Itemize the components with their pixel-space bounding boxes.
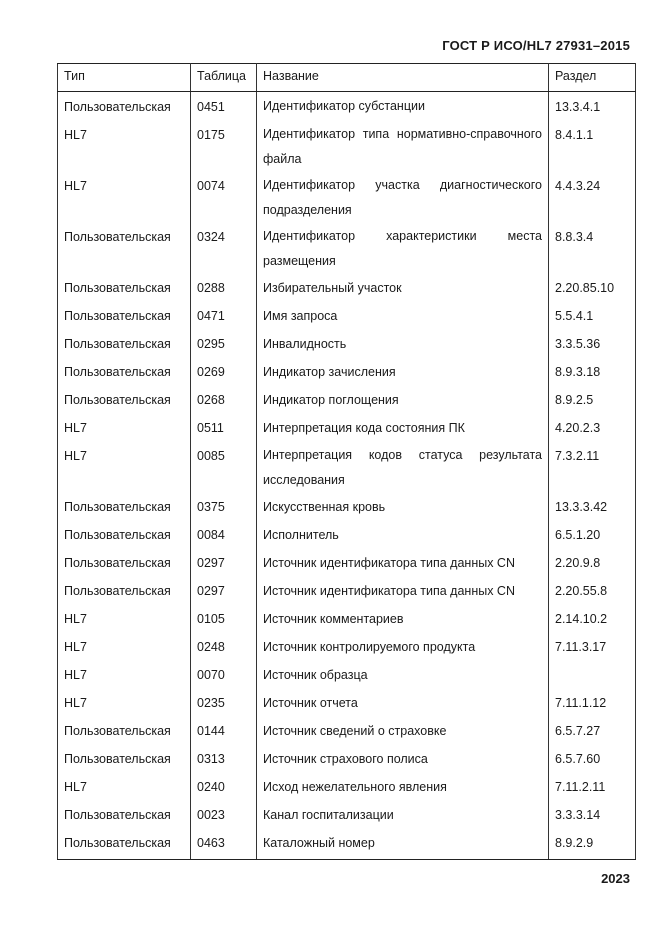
cell-type: Пользовательская (58, 829, 191, 860)
cell-name: Канал госпитализации (257, 801, 549, 829)
code-tables-index (57, 63, 635, 860)
table-row (58, 121, 636, 172)
cell-type: HL7 (58, 605, 191, 633)
cell-type: Пользовательская (58, 549, 191, 577)
cell-section: 2.20.9.8 (549, 549, 636, 577)
cell-name: Исход нежелательного явления (257, 773, 549, 801)
cell-section: 3.3.5.36 (549, 330, 636, 358)
cell-table-number: 0268 (191, 386, 257, 414)
cell-type: Пользовательская (58, 717, 191, 745)
cell-section: 6.5.7.27 (549, 717, 636, 745)
cell-table-number: 0074 (191, 172, 257, 223)
cell-type: Пользовательская (58, 358, 191, 386)
cell-section: 7.11.1.12 (549, 689, 636, 717)
cell-type: Пользовательская (58, 521, 191, 549)
cell-type: Пользовательская (58, 801, 191, 829)
table-row (58, 223, 636, 274)
cell-table-number: 0235 (191, 689, 257, 717)
column-header-table: Таблица (191, 64, 257, 92)
cell-section: 8.4.1.1 (549, 121, 636, 172)
cell-type: HL7 (58, 773, 191, 801)
cell-type: Пользовательская (58, 745, 191, 773)
cell-type: Пользовательская (58, 386, 191, 414)
cell-section: 2.20.55.8 (549, 577, 636, 605)
cell-name: Индикатор поглощения (257, 386, 549, 414)
table-row (58, 386, 636, 414)
cell-table-number: 0240 (191, 773, 257, 801)
table-row (58, 549, 636, 577)
table-row (58, 717, 636, 745)
cell-section: 7.11.2.11 (549, 773, 636, 801)
cell-table-number: 0324 (191, 223, 257, 274)
cell-name: Идентификатор участка диагностического подразделения (257, 172, 549, 223)
cell-type: HL7 (58, 661, 191, 689)
cell-section: 7.3.2.11 (549, 442, 636, 493)
cell-type: Пользовательская (58, 330, 191, 358)
cell-table-number: 0175 (191, 121, 257, 172)
document-standard-header: ГОСТ Р ИСО/HL7 27931–2015 (442, 38, 630, 53)
cell-section: 5.5.4.1 (549, 302, 636, 330)
cell-table-number: 0105 (191, 605, 257, 633)
cell-type: HL7 (58, 172, 191, 223)
cell-section: 8.8.3.4 (549, 223, 636, 274)
cell-section: 8.9.3.18 (549, 358, 636, 386)
cell-section: 2.14.10.2 (549, 605, 636, 633)
cell-name: Избирательный участок (257, 274, 549, 302)
cell-name: Идентификатор характеристики места размещения (257, 223, 549, 274)
cell-section: 4.20.2.3 (549, 414, 636, 442)
cell-section: 3.3.3.14 (549, 801, 636, 829)
cell-section: 4.4.3.24 (549, 172, 636, 223)
cell-table-number: 0288 (191, 274, 257, 302)
table-row (58, 829, 636, 860)
cell-table-number: 0084 (191, 521, 257, 549)
cell-name: Источник идентификатора типа данных CN (257, 549, 549, 577)
cell-name: Идентификатор типа нормативно-справочного файла (257, 121, 549, 172)
cell-name: Каталожный номер (257, 829, 549, 860)
table-row (58, 801, 636, 829)
table-row (58, 745, 636, 773)
cell-name: Источник сведений о страховке (257, 717, 549, 745)
cell-type: Пользовательская (58, 223, 191, 274)
cell-table-number: 0463 (191, 829, 257, 860)
cell-table-number: 0070 (191, 661, 257, 689)
cell-name: Идентификатор субстанции (257, 92, 549, 122)
cell-section (549, 661, 636, 689)
cell-section: 8.9.2.5 (549, 386, 636, 414)
table-row (58, 605, 636, 633)
cell-type: HL7 (58, 414, 191, 442)
cell-name: Имя запроса (257, 302, 549, 330)
cell-section: 6.5.1.20 (549, 521, 636, 549)
table-row (58, 330, 636, 358)
cell-section: 13.3.4.1 (549, 92, 636, 122)
cell-name: Источник отчета (257, 689, 549, 717)
cell-table-number: 0451 (191, 92, 257, 122)
cell-name: Инвалидность (257, 330, 549, 358)
table-row (58, 302, 636, 330)
cell-name: Источник страхового полиса (257, 745, 549, 773)
cell-type: Пользовательская (58, 274, 191, 302)
table-body (58, 92, 636, 860)
cell-table-number: 0511 (191, 414, 257, 442)
table-row (58, 92, 636, 122)
page-number: 2023 (601, 871, 630, 886)
cell-section: 6.5.7.60 (549, 745, 636, 773)
cell-section: 13.3.3.42 (549, 493, 636, 521)
cell-type: Пользовательская (58, 92, 191, 122)
cell-name: Интерпретация кодов статуса результата исследования (257, 442, 549, 493)
table-row (58, 493, 636, 521)
table-row (58, 172, 636, 223)
cell-type: HL7 (58, 633, 191, 661)
table-row (58, 633, 636, 661)
cell-section: 2.20.85.10 (549, 274, 636, 302)
cell-table-number: 0144 (191, 717, 257, 745)
cell-name: Искусственная кровь (257, 493, 549, 521)
cell-table-number: 0297 (191, 577, 257, 605)
cell-section: 8.9.2.9 (549, 829, 636, 860)
cell-table-number: 0023 (191, 801, 257, 829)
cell-name: Источник образца (257, 661, 549, 689)
cell-type: Пользовательская (58, 493, 191, 521)
table-row (58, 274, 636, 302)
cell-table-number: 0085 (191, 442, 257, 493)
cell-name: Источник контролируемого продукта (257, 633, 549, 661)
table-row (58, 442, 636, 493)
table-row (58, 521, 636, 549)
cell-table-number: 0297 (191, 549, 257, 577)
index-table (57, 63, 636, 860)
table-row (58, 577, 636, 605)
cell-table-number: 0313 (191, 745, 257, 773)
cell-table-number: 0471 (191, 302, 257, 330)
cell-table-number: 0295 (191, 330, 257, 358)
cell-name: Исполнитель (257, 521, 549, 549)
cell-section: 7.11.3.17 (549, 633, 636, 661)
cell-table-number: 0269 (191, 358, 257, 386)
cell-name: Индикатор зачисления (257, 358, 549, 386)
column-header-name: Название (257, 64, 549, 92)
table-row (58, 661, 636, 689)
cell-type: HL7 (58, 442, 191, 493)
table-header-row (58, 64, 636, 92)
cell-type: Пользовательская (58, 302, 191, 330)
table-row (58, 358, 636, 386)
cell-table-number: 0375 (191, 493, 257, 521)
cell-name: Источник комментариев (257, 605, 549, 633)
cell-name: Источник идентификатора типа данных CN (257, 577, 549, 605)
cell-type: Пользовательская (58, 577, 191, 605)
cell-name: Интерпретация кода состояния ПК (257, 414, 549, 442)
cell-type: HL7 (58, 689, 191, 717)
table-row (58, 414, 636, 442)
cell-table-number: 0248 (191, 633, 257, 661)
column-header-type: Тип (58, 64, 191, 92)
cell-type: HL7 (58, 121, 191, 172)
column-header-section: Раздел (549, 64, 636, 92)
table-row (58, 773, 636, 801)
table-row (58, 689, 636, 717)
